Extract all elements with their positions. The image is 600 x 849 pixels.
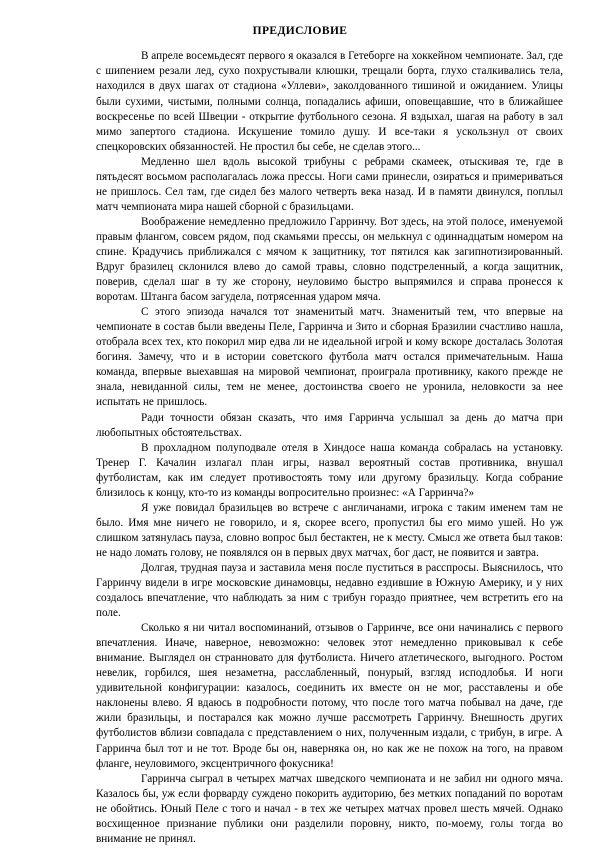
paragraph: В прохладном полуподвале отеля в Хиндосе наша команда собралась на установку. Тренер Г. Качалин излагал план игры, назвал вероятный состав противника, внушал футболистам, как им следует противостоять тому или другому бразильцу. Когда собрание близилось к концу, кто-то из команды вопросительно произнес: «А Гарринча?» — [96, 441, 563, 499]
paragraph: Сколько я ни читал воспоминаний, отзывов о Гарринче, все они начинались с первого впечатления. Иначе, наверное, невозможно: человек этот немедленно приковывал к себе внимание. Выглядел он странновато для футболиста. Ничего атлетического, выгодного. Ростом невелик, горбился, шея незаметна, расслабленный, понурый, взгляд исподлобья. И ноги удивительной конфигурации: казалось, соединить их вместе он не мог, расставлены и обе наклонены влево. Я вдаюсь в подробности потому, что после того матча побывал на даче, где жили бразильцы, и постарался как можно лучше рассмотреть Гарринчу. Внешность других футболистов вблизи совпадала с представлением о них, полученным издали, с трибун, в игре. А Гарринча был тот и не тот. Вроде бы он, наверняка он, но как же не похож на того, на правом фланге, неуловимого, эксцентричного фокусника! — [96, 622, 563, 770]
paragraph: С этого эпизода начался тот знаменитый матч. Знаменитый тем, что впервые на чемпионате в состав были введены Пеле, Гарринча и Зито и сборная Бразилии счастливо нашла, отобрала всех тех, кто покорил мир едва ли не идеальной игрой и кому вскоре досталась Золотая богиня. Замечу, что и в истории советского футбола матч остался примечательным. Наша команда, впервые выехавшая на мировой чемпионат, проиграла противнику, какого прежде не знала, невиданной силы, тем не менее, достоинства своего не уронила, неловкости за нее испытать не пришлось. — [96, 306, 563, 409]
paragraph: Медленно шел вдоль высокой трибуны с ребрами скамеек, отыскивая те, где в пятьдесят восьмом располагалась ложа прессы. Ноги сами принесли, озираться и примериваться не пришлось. Сел там, где сидел без малого четверть века назад. И в памяти двинулся, поплыл матч чемпионата мира нашей сборной с бразильцами. — [96, 155, 563, 213]
document-body — [96, 49, 563, 846]
page-title: ПРЕДИСЛОВИЕ — [252, 25, 348, 37]
paragraph: Долгая, трудная пауза и заставила меня после пуститься в расспросы. Выяснилось, что Гарринчу видели в игре московские динамовцы, недавно ездившие в Южную Америку, и у них создалось впечатление, что наблюдать за ним с трибун гораздо приятнее, чем встретить его на поле. — [96, 561, 563, 620]
paragraph: Ради точности обязан сказать, что имя Гарринча услышал за день до матча при любопытных обстоятельствах. — [96, 411, 563, 439]
paragraph: Гарринча сыграл в четырех матчах шведского чемпионата и не забил ни одного мяча. Казалось бы, уж если форварду суждено покорить аудиторию, без метких попаданий по воротам не обойтись. Юный Пеле с того и начал - в тех же четырех матчах провел шесть мячей. Однако восхищенное признание публики они разделили поровну, никто, по-моему, голы тогда во внимание не принял. — [96, 772, 563, 845]
paragraph: Я уже повидал бразильцев во встрече с англичанами, игрока с таким именем там не было. Имя мне ничего не говорило, и я, скорее всего, пропустил бы его мимо ушей. Но уж слишком затянулась пауза, словно вопрос был бестактен, не к месту. Смысл же ответа был таков: не надо ломать голову, не появлялся он в первых двух матчах, бог даст, не появится и завтра. — [96, 501, 563, 559]
paragraph: Воображение немедленно предложило Гарринчу. Вот здесь, на этой полосе, именуемой правым флангом, совсем рядом, под скамьями прессы, он мелькнул с одиннадцатым номером на спине. Крадучись приближался с мячом к защитнику, тот пятился как загипнотизированный. Вдруг бразилец склонился влево до самой травы, словно подстреленный, а когда защитник, поверив, сделал шаг в ту же сторону, неуловимо быстро выпрямился и справа пронесся к воротам. Штанга басом загудела, потрясенная ударом мяча. — [96, 215, 563, 304]
paragraph: В апреле восемьдесят первого я оказался в Гетеборге на хоккейном чемпионате. Зал, где с шипением резали лед, сухо похрустывали клюшки, трещали борта, глухо сталкивались тела, находился в двух шагах от стадиона «Уллеви», заколдованного тишиной и ожиданием. Улицы были сухими, чистыми, полными солнца, попадались афиши, оповещавшие, что в ближайшее воскресенье по всей Швеции - открытие футбольного сезона. Я вздыхал, шагая на работу в зал мимо запертого стадиона. Искушение томило душу. И все-таки я ускользнул от своих спецкоровских обязанностей. Не простил бы себе, не сделав этого... — [96, 50, 563, 153]
